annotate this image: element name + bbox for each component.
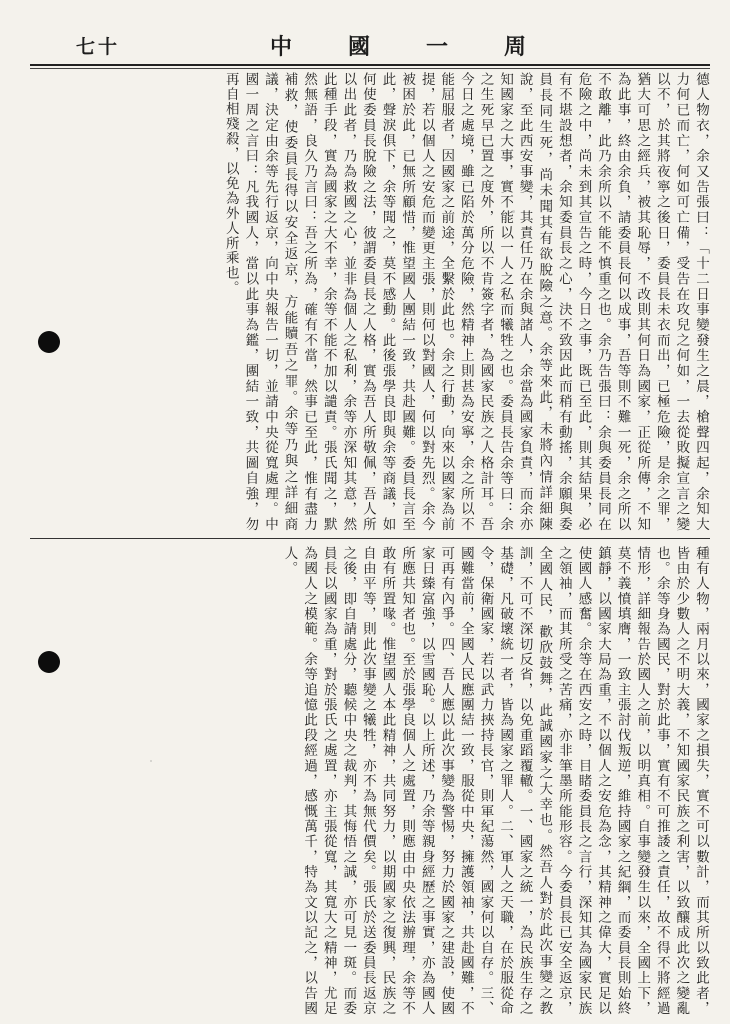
page-number: 七十 <box>76 36 121 58</box>
section-divider <box>30 538 710 539</box>
header-rule-thin <box>30 68 710 69</box>
journal-title-char: 一 <box>426 34 449 60</box>
paper-speck <box>620 880 623 882</box>
journal-title-char: 周 <box>504 34 527 60</box>
journal-title-char: 中 <box>270 34 293 60</box>
article-text-top: 德人物衣，余又告張曰：「十二日事變發生之晨，槍聲四起，余知大力何已而亡，何如可亡備，受告在攻兒之何如，一去從敗擬宣言之變以不，於其將夜寧之後日，委員長未衣而出，已極危險，是余之罪，猶大可思之經兵，被其恥辱，不改則其何日為國家，正從所傳，不知為此事，終由余負，請委員長何以成事，吾等則不難一死，余之所以不敢離，此乃余所以不能不慎重之也。余乃告張曰：余與委員長同在危險之中，尚未到其宣告之時，今日之事，既已至此，則其結果，必有不堪設想者，余知委員長之心，決不致因此而稍有動搖，余願與委員長同生死，尚未聞其有欲脫險之意。余等來此，未將內情詳細陳說，至此西安事變，其責任乃在余與諸人，余當為國家負責，而余亦知國家之大事，實不能以一人之私而犧牲之也。委員長告余等曰：余之生死早已置之度外，所以不肯簽字者，為國家民族之人格計耳。吾今日之處境，雖已陷於萬分危險，然精神上則甚為安寧，余之所以不能屈服者，因國家之前途，全繫於此也。余之行動，向來以國家為前提，若以個人之安危而變更主張，則何以對國人，何以對先烈。余今被困於此，已無所顧惜，惟望國人團結一致，共赴國難。委員長言至此，聲淚俱下，余等聞之，莫不感動。此後張學良即與余等商議，如何使委員長脫險之法，彼謂委員長之人格，實為吾人所敬佩，吾人所以出此者，乃為救國之心，並非為個人之私利，余等亦深知其意，然此種手段，實為國家之大不幸，余等不能不加以譴責。張氏聞之，默然無語，良久乃言曰：吾之所為，確有不當，然事已至此，惟有盡力補救，使委員長得以安全返京，方能贖吾之罪。余等乃與之詳細商議，決定由余等先行返京，向中央報告一切，並請中央從寬處理。中國一周之言曰：凡我國人，當以此事為鑑，團結一致，共圖自強，勿再自相殘殺，以免為外人所乘也。 <box>222 72 709 532</box>
page-header <box>30 28 710 62</box>
binding-hole <box>38 331 60 353</box>
journal-title-char: 國 <box>348 34 371 60</box>
binding-hole <box>38 651 60 673</box>
paper-speck <box>150 760 152 762</box>
paper-speck <box>512 210 515 213</box>
header-rule <box>30 64 710 66</box>
article-text-bottom: 種有人物，兩月以來，國家之損失，實不可以數計，而其所以致此者，皆由於少數人之不明大義，不知國家民族之利害，以致釀成此次之變亂也。余等身為國民，對於此事，實有不可推諉之責任，故不得不將經過情形，詳細報告於國人之前，以明真相。自事變發生以來，全國上下，莫不義憤填膺，一致主張討伐叛逆，維持國家之紀綱，而委員長則始終鎮靜，以國家大局為重，不以個人之安危為念，其精神之偉大，實足以使國人感奮。余等在西安之時，目睹委員長之言行，深知其為國家民族之領袖，而其所受之苦痛，亦非筆墨所能形容。今委員長已安全返京，全國人民，歡欣鼓舞，此誠國家之大幸也。然吾人對於此次事變之教訓，不可不深切反省，以免重蹈覆轍。一、國家之統一，為民族生存之基礎，凡破壞統一者，皆為國家之罪人。二、軍人之天職，在於服從命令，保衛國家，若以武力挾持長官，則軍紀蕩然，國家何以自存。三、國難當前，全國人民應團結一致，服從中央，擁護領袖，共赴國難，不可再有內爭。四、吾人應以此次事變為警惕，努力於國家之建設，使國家日臻富強，以雪國恥。以上所述，乃余等親身經歷之事實，亦為國人所應共知者也。至於張學良個人之處置，則應由中央依法辦理，余等不敢有所置喙。惟望國人本此精神，共同努力，以期國家之復興，民族之自由平等，則此次事變之犧牲，亦不為無代價矣。張氏於送委員長返京之後，即自請處分，聽候中央之裁判，其悔悟之誠，亦可見一斑。而委員長以國家為重，對於張氏之處置，亦主張從寬，其寬大之精神，尤足為國人之模範。余等追憶此段經過，感慨萬千，特為文以記之，以告國人。 <box>281 546 709 1016</box>
journal-title <box>270 30 526 61</box>
